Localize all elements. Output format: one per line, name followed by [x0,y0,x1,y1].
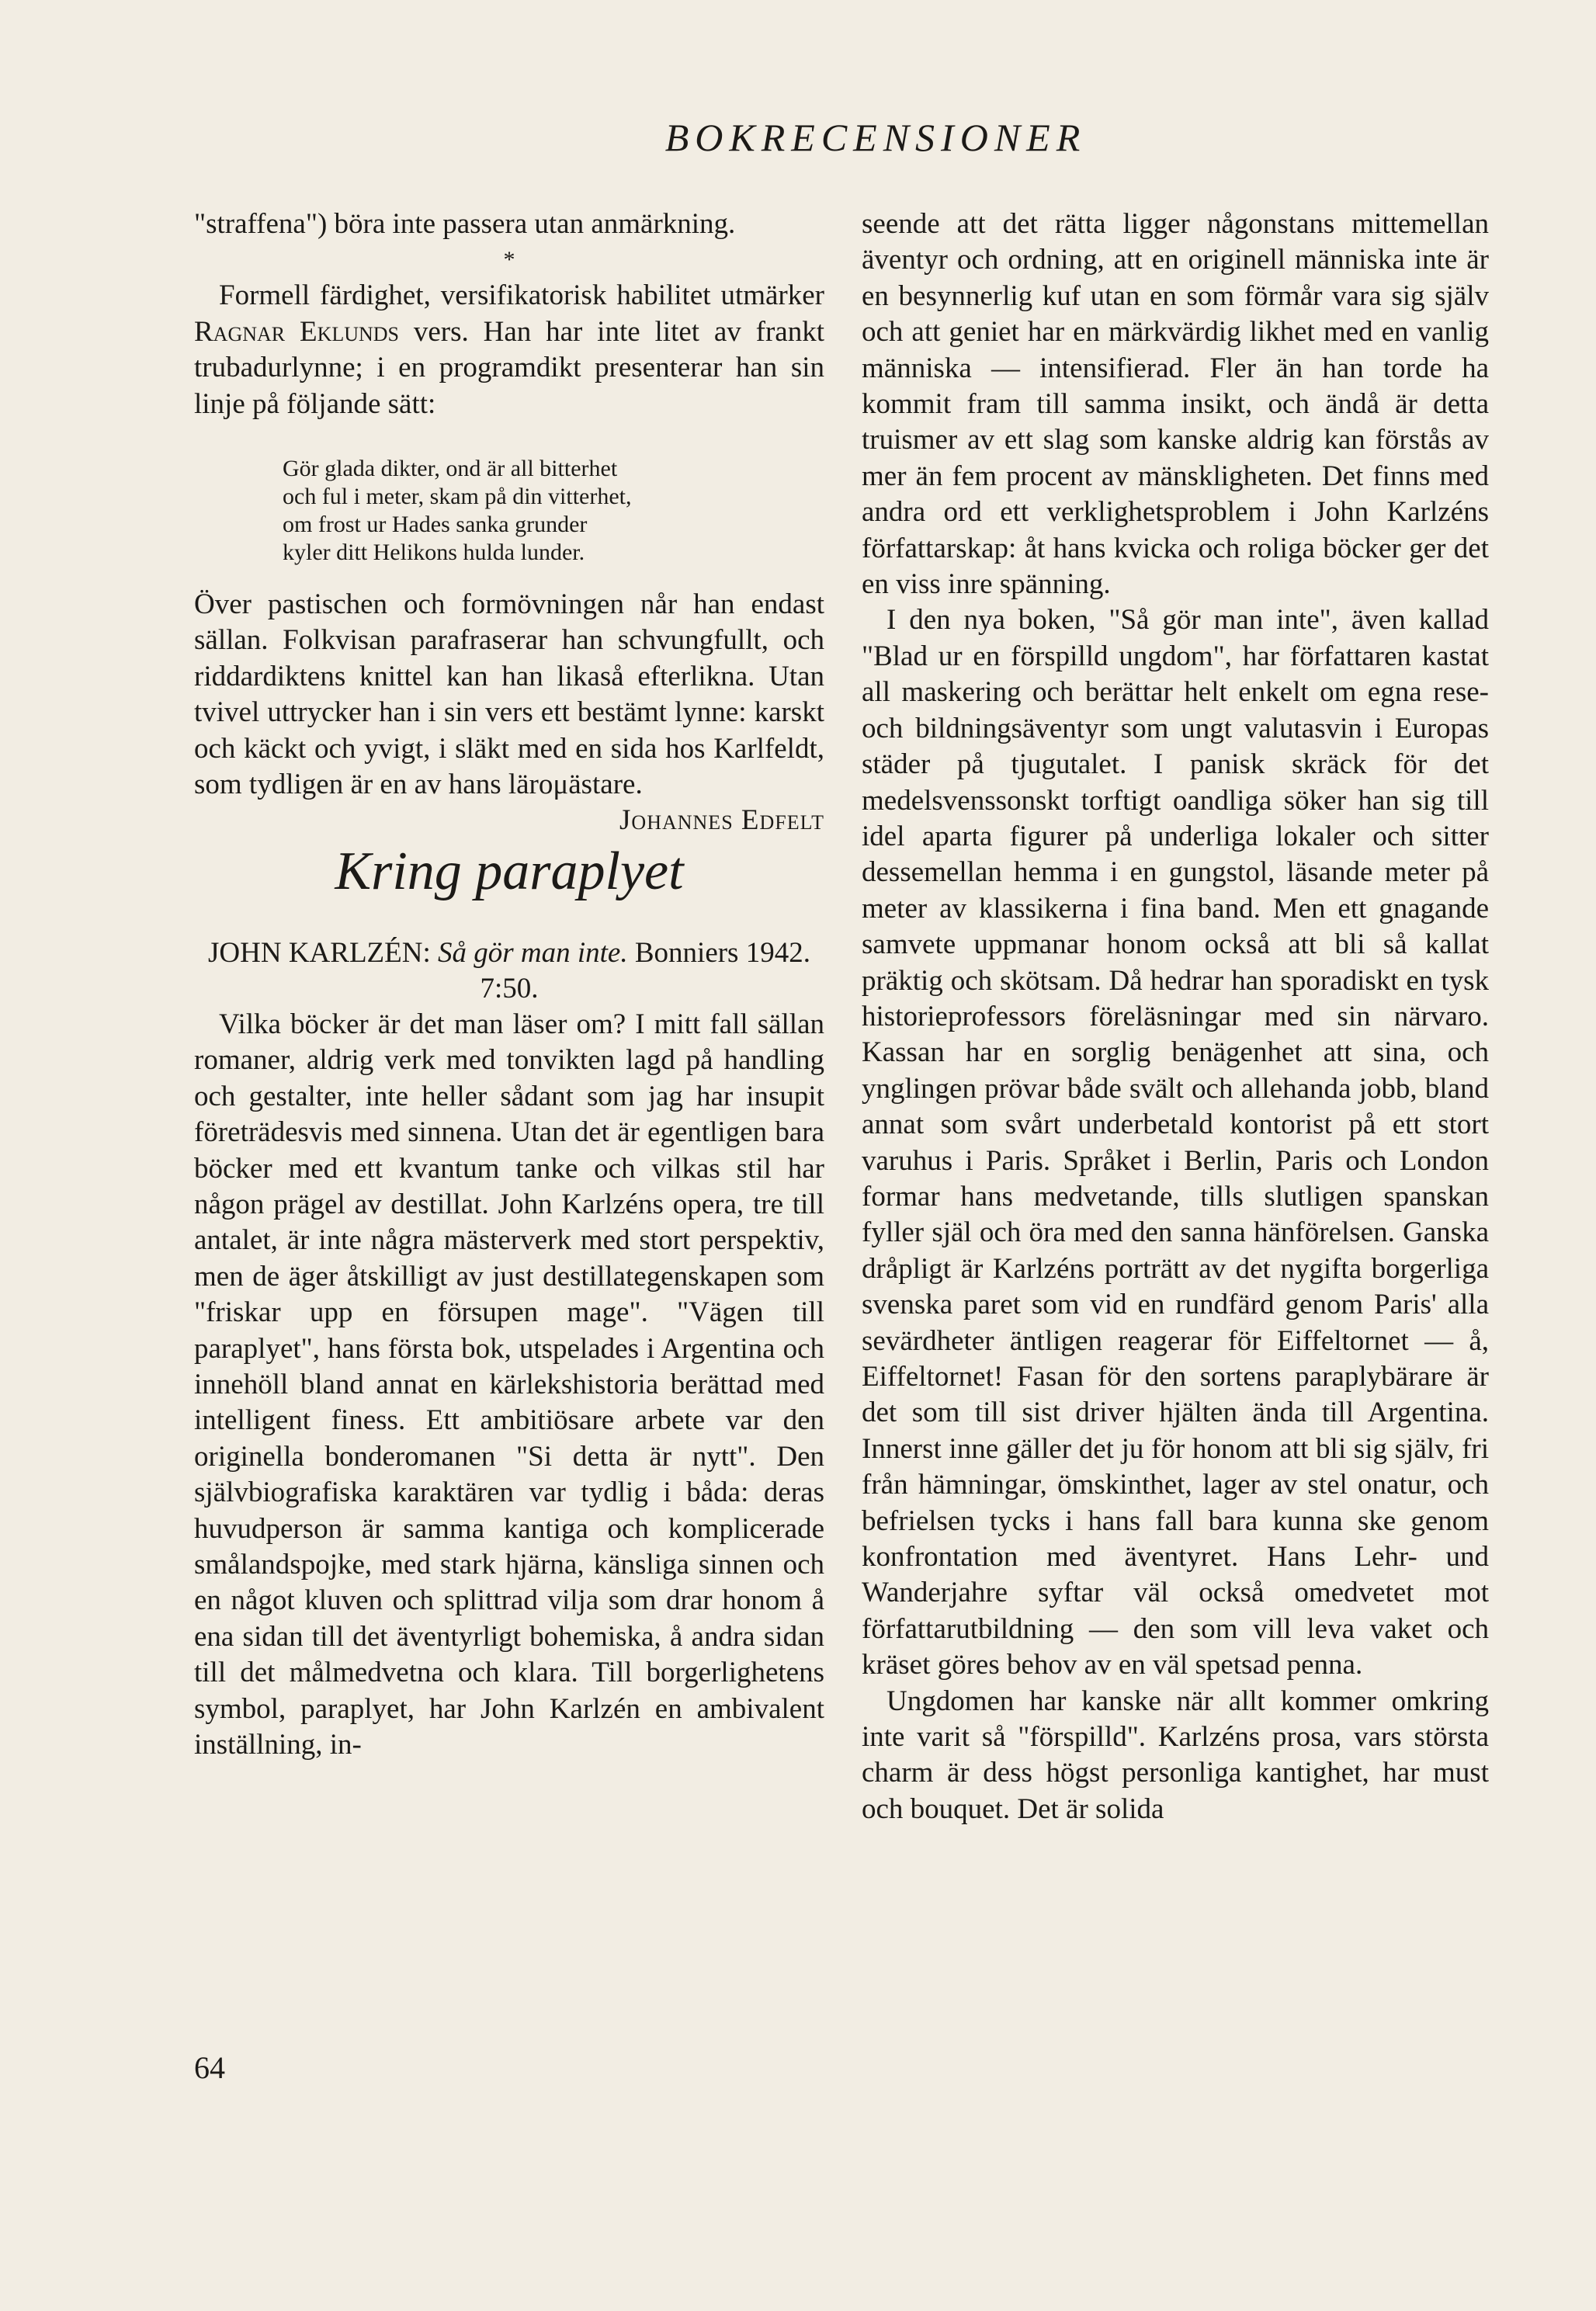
review-title: Kring paraplyet [335,841,684,901]
book-author: JOHN KARLZÉN: [208,936,431,969]
review2-paragraph-2: I den nya boken, "Så gör man inte", även kallad "Blad ur en förspilld ungdom", har författaren kastat all maskering och berättar helt enkelt om egna rese- och bildningsäventyr som ungt valutasvin i Europas städer på tjugutalet. I panisk skräck för det medelsvenssonskt torftigt oandliga söker han sig till idel aparta figurer på underliga lokaler och sitter dessemellan hemma i en gungstol, läsande meter på meter av klassikerna i fina band. Men ett gnagande samvete uppmanar honom också att bli så kallat präktig och skötsam. Då hedrar han sporadiskt en tysk historieprofessors föreläsningar med sin närvaro. Kassan har en sorglig benägenhet att sina, och ynglingen prövar både svält och allehanda jobb, bland annat som svårt underbetald kontorist på ett stort varuhus i Paris. Språket i Berlin, Paris och London formar hans medvetande, tills slutligen spanskan fyller själ och öra med den sanna hänförelsen. Ganska dråpligt är Karlzéns porträtt av det nygifta borgerliga svenska paret som vid en rundfärd genom Paris' alla sevärdheter äntligen reagerar för Eiffeltornet — å, Eiffeltornet! Fasan för den sortens paraplybärare är det som till sist driver hjälten ända till Argentina. Innerst inne gäller det ju för honom att bli sig själv, fri från hämningar, ömskinthet, lager av stel onatur, och befrielsen tycks i hans fall bara kunna ske genom konfrontation med äventyret. Hans Lehr- und Wanderjahre syftar väl också omedvetet mot författarutbildning — den som vill leva vaket och kräset göres behov av en väl spetsad penna. [862,604,1489,1681]
left-column [194,206,824,1763]
review1-paragraph-2: Över pastischen och formövningen når han endast sällan. Folkvisan parafraserar han schvungfullt, och riddardiktens knittel kan han likaså efterlikna. Utan tvivel uttrycker han i sin vers ett bestämt lynne: karskt och käckt och yvigt, i släkt med en sida hos Karlfeldt, som tydligen är en av hans lärομästare. [194,588,824,801]
review1-paragraph-1 [194,278,824,422]
review1-p1-text-b: vers. Han har inte litet av frankt trubadurlynne; i en programdikt presenterar han sin linje på följande sätt: [194,315,824,420]
page-number: 64 [194,2050,225,2085]
review1-p1-text-a: Formell färdighet, versifikatorisk habilitet utmärker [219,279,824,312]
book-reference [194,935,824,1007]
poem-line: Gör glada dikter, ond är all bitterhet [283,456,618,482]
right-column [862,206,1489,1827]
reviewed-author-name: Ragnar Eklunds [194,315,400,348]
poem-line: kyler ditt Helikons hulda lunder. [283,540,585,566]
section-separator: * [503,247,515,273]
poem-line: och ful i meter, skam på din vitterhet, [283,484,632,510]
book-publisher: Bonniers 1942. 7:50. [480,936,810,1005]
continuation-paragraph: "straffena") böra inte passera utan anmärkning. [194,208,736,240]
poem-quote [283,455,824,567]
review2-paragraph-1: Vilka böcker är det man läser om? I mitt fall sällan romaner, aldrig verk med tonvikten lagd på handling och gestalter, inte heller sådant som jag har insupit företrädesvis med sinnena. Utan det är egentligen bara böcker med ett kvantum tanke och vilkas stil har någon prägel av destillat. John Karlzéns opera, tre till antalet, är inte några mästerverk med stort perspektiv, men de äger åtskilligt av just destillategenskapen som "friskar upp en försupen mage". "Vägen till paraplyet", hans första bok, utspelades i Argentina och innehöll bland annat en kärlekshistoria berättad med intelligent finess. Ett ambitiösare arbete var den originella bonderomanen "Si detta är nytt". Den självbiografiska karaktären var tydlig i båda: deras huvudperson är samma kantiga och komplicerade smålandspojke, med stark hjärna, känsliga sinnen och en något kluven och splittrad vilja som drar honom å ena sidan till det äventyrligt bohemiska, å andra sidan till det målmedvetna och klara. Till borgerlighetens symbol, paraplyet, har John Karlzén en ambivalent inställning, in- [194,1008,824,1761]
running-header: BOKRECENSIONER [664,116,1087,159]
review2-paragraph-3: Ungdomen har kanske när allt kommer omkring inte varit så "förspilld". Karlzéns prosa, vars största charm är dess högst personliga kantighet, har must och bouquet. Det är solida [862,1685,1489,1825]
reviewer-signature: Johannes Edfelt [619,804,824,837]
review2-paragraph-continued: seende att det rätta ligger någonstans mittemellan äventyr och ordning, att en originell människa inte är en besynnerlig kuf utan en som förmår vara sig själv och att geniet har en märkvärdig likhet med en vanlig människa — intensifierad. Fler än han torde ha kommit fram till samma insikt, och ändå är detta truismer av ett slag som kanske aldrig kan förstås av mer än fem procent av mänskligheten. Det finns med andra ord ett verklighetsproblem i John Karlzéns författarskap: åt hans kvicka och roliga böcker ger det en viss inre spänning. [862,208,1489,601]
book-title: Så gör man inte. [438,936,628,969]
poem-line: om frost ur Hades sanka grunder [283,512,588,538]
